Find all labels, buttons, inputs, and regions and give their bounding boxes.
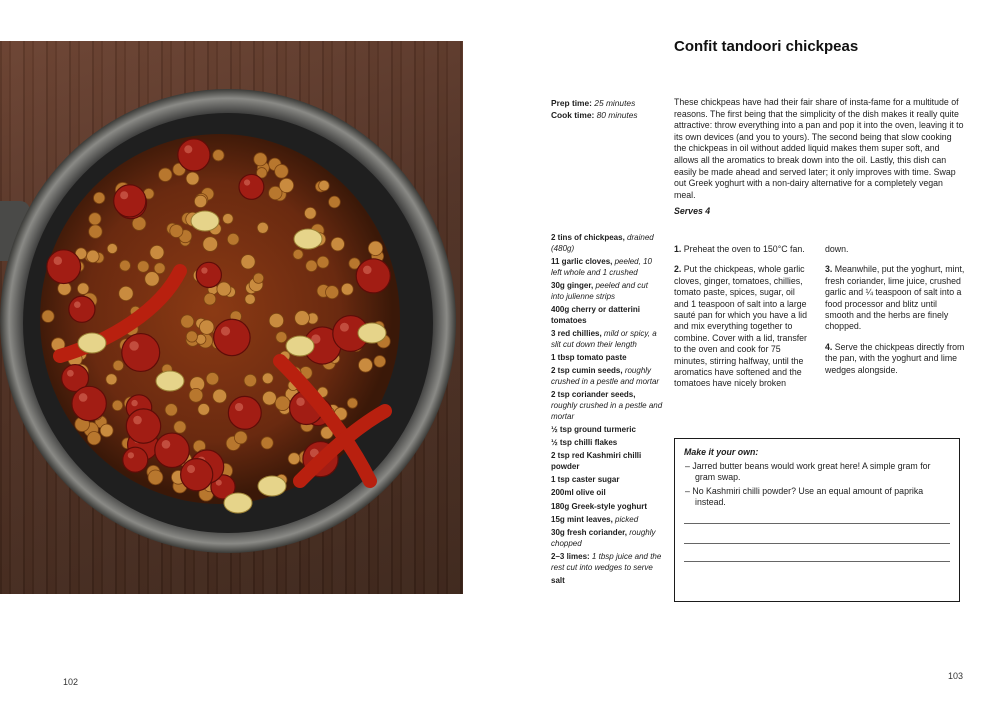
chickpea	[319, 180, 330, 191]
ingredient-note: peeled, 10 left whole and 1 crushed	[551, 256, 652, 277]
chickpea	[275, 396, 290, 411]
tomato	[196, 262, 221, 287]
garlic-clove	[191, 211, 219, 231]
method-step	[674, 264, 811, 389]
make-it-your-own-box	[674, 438, 960, 602]
ingredient-item	[551, 257, 663, 279]
ingredient-item	[551, 528, 663, 550]
page-number-right: 103	[948, 671, 964, 681]
chickpea	[112, 400, 123, 411]
chickpea	[100, 424, 113, 437]
ingredient-item	[551, 425, 663, 436]
chickpea	[189, 388, 203, 402]
ingredient-quantity: 1 tsp caster sugar	[551, 475, 620, 485]
garlic-clove	[294, 229, 322, 249]
ingredient-note: roughly chopped	[551, 527, 656, 548]
tomato	[69, 296, 95, 322]
chickpea	[276, 332, 287, 343]
chickpea	[288, 453, 300, 465]
step-text: Preheat the oven to 150°C fan.	[681, 244, 805, 254]
chickpea	[203, 237, 218, 252]
method-step	[825, 244, 965, 255]
chickpea	[106, 374, 117, 385]
chickpea	[234, 431, 247, 444]
ingredient-quantity: 2–3 limes:	[551, 551, 590, 561]
ingredient-item	[551, 475, 663, 486]
ingredient-quantity: ½ tsp ground turmeric	[551, 424, 636, 434]
tomato-highlight	[74, 301, 81, 308]
chickpea	[77, 283, 89, 295]
chickpea	[317, 256, 329, 268]
chickpea	[137, 261, 149, 273]
tomato-highlight	[244, 179, 250, 185]
ingredient-item	[551, 305, 663, 327]
cook-time: Cook time: 80 minutes	[551, 109, 638, 120]
note-line	[684, 543, 950, 544]
chickpea	[159, 168, 172, 181]
chickpea	[154, 263, 165, 274]
ingredient-quantity: 2 tins of chickpeas,	[551, 233, 625, 242]
tomato-highlight	[221, 327, 230, 336]
ingredient-item	[551, 552, 663, 574]
ingredient-quantity: 180g Greek-style yoghurt	[551, 501, 648, 511]
ingredient-quantity: 1 tbsp tomato paste	[551, 352, 627, 362]
ingredient-item	[551, 502, 663, 513]
ingredient-quantity: 3 red chillies,	[551, 328, 602, 338]
tip-item: – Jarred butter beans would work great here! A simple gram for gram swap.	[685, 461, 931, 483]
ingredient-item	[551, 281, 663, 303]
tomato-highlight	[235, 403, 243, 411]
ingredient-note: peeled and cut into julienne strips	[551, 280, 648, 301]
tomato-highlight	[67, 370, 74, 377]
chickpea	[198, 404, 210, 416]
chickpea	[213, 389, 227, 403]
ingredients-list	[551, 233, 663, 589]
step-text: Meanwhile, put the yoghurt, mint, fresh coriander, lime juice, crushed garlic and ¼ teaspoon of salt into a food processor and blitz until smooth and the herbs are finely chopped.	[825, 264, 965, 332]
chickpea	[150, 245, 164, 259]
chickpea	[165, 404, 177, 416]
chickpea	[204, 293, 216, 305]
chickpea	[261, 437, 273, 449]
tomato	[122, 334, 160, 372]
chickpea	[89, 213, 101, 225]
chickpea	[368, 241, 382, 255]
chickpea	[223, 213, 234, 224]
ingredient-item	[551, 576, 663, 587]
chickpea	[200, 320, 214, 334]
ingredient-item	[551, 451, 663, 473]
chickpea	[227, 233, 239, 245]
chickpea	[181, 315, 194, 328]
chickpea	[341, 283, 353, 295]
chickpea	[275, 164, 289, 178]
tomato-highlight	[363, 266, 372, 275]
recipe-photo	[0, 41, 463, 594]
chickpea	[279, 178, 293, 192]
chickpea	[174, 421, 186, 433]
chickpea	[145, 272, 160, 287]
chickpea	[113, 360, 124, 371]
page-number-left: 102	[63, 677, 79, 687]
tomato-highlight	[131, 400, 137, 406]
tomato	[214, 319, 250, 355]
tomato-highlight	[120, 191, 128, 199]
ingredient-item	[551, 366, 663, 388]
tomato	[239, 174, 264, 199]
ingredient-quantity: 2 tsp coriander seeds,	[551, 390, 636, 400]
method-column-right	[825, 244, 965, 385]
ingredient-item	[551, 390, 663, 422]
chickpea	[359, 358, 373, 372]
ingredient-quantity: 200ml olive oil	[551, 488, 606, 498]
ingredient-quantity: 2 tsp cumin seeds,	[551, 366, 623, 376]
ingredient-note: drained (480g)	[551, 233, 654, 253]
tomato	[123, 447, 148, 472]
prep-time: Prep time: 25 minutes	[551, 98, 636, 108]
method-step	[825, 342, 965, 376]
recipe-intro: These chickpeas have had their fair share of insta-fame for a multitude of reasons. The first being that the simplicity of the dish makes it really quite attractive: throw everything into a pan and pop it into the oven, leaving it to its own devices (and you to yours). The second being that slow cooking the chickpeas in oil without added liquid makes them super soft, and allows all the aromatics to break down into the oil. Lastly, this dish can easily be made ahead and served later; it only improves with time. Swap out Greek yoghurt with a non-dairy alternative for a completely vegan meal.	[674, 97, 964, 200]
chickpea	[347, 398, 357, 408]
chickpea	[170, 224, 183, 237]
ingredient-quantity: ½ tsp chilli flakes	[551, 438, 618, 448]
chickpea	[254, 153, 267, 166]
chickpea	[87, 250, 100, 263]
chickpea	[253, 273, 263, 283]
tomato-highlight	[129, 341, 138, 350]
tomato-highlight	[54, 257, 62, 265]
ingredient-note: roughly crushed in a pestle and mortar	[551, 400, 663, 421]
chickpea-pan-illustration	[0, 41, 463, 594]
tomato-highlight	[201, 267, 207, 273]
ingredient-quantity: 400g cherry or datterini tomatoes	[551, 304, 640, 325]
tomato	[228, 396, 261, 429]
chickpea	[120, 260, 131, 271]
ingredient-item	[551, 515, 663, 526]
tip-item: – No Kashmiri chilli powder? Use an equal amount of paprika instead.	[685, 485, 924, 508]
ingredient-quantity: 15g mint leaves,	[551, 514, 613, 524]
ingredient-note: mild or spicy, a slit cut down their length	[551, 328, 657, 349]
step-text: down.	[825, 244, 849, 254]
chickpea	[269, 313, 284, 328]
note-line	[684, 523, 950, 524]
garlic-clove	[358, 323, 386, 343]
ingredient-quantity: salt	[551, 575, 565, 585]
step-number: 4.	[825, 341, 833, 352]
note-line	[684, 561, 950, 562]
chickpea	[89, 225, 102, 238]
chickpea	[186, 172, 199, 185]
tomato-highlight	[187, 465, 195, 473]
chickpea	[329, 196, 341, 208]
chickpea	[245, 294, 255, 304]
step-number: 2.	[674, 264, 682, 275]
chickpea	[87, 431, 100, 444]
tomato-highlight	[79, 393, 88, 402]
chickpea	[42, 310, 54, 322]
tomato-highlight	[340, 323, 349, 332]
ingredient-note: picked	[612, 514, 639, 524]
tomato	[126, 409, 160, 443]
chickpea	[306, 260, 317, 271]
chickpea	[257, 222, 268, 233]
garlic-clove	[258, 476, 286, 496]
chickpea	[206, 372, 219, 385]
recipe-title: Confit tandoori chickpeas	[674, 38, 859, 55]
chickpea	[304, 207, 316, 219]
chickpea	[326, 286, 339, 299]
ingredient-quantity: 2 tsp red Kashmiri chilli powder	[551, 451, 642, 472]
chickpea	[194, 195, 206, 207]
chickpea	[186, 331, 197, 342]
recipe-times	[551, 98, 638, 121]
tomato	[72, 386, 106, 420]
tips-list	[684, 461, 950, 509]
ingredient-item	[551, 353, 663, 364]
tips-heading: Make it your own:	[684, 447, 759, 457]
tomato-highlight	[296, 398, 304, 406]
tomato	[114, 185, 146, 217]
chickpea	[295, 311, 310, 326]
garlic-clove	[224, 493, 252, 513]
tomato-highlight	[184, 145, 192, 153]
step-text: Serve the chickpeas directly from the pan, with the yoghurt and lime wedges alongside.	[825, 341, 965, 375]
garlic-clove	[156, 371, 184, 391]
chickpea	[94, 192, 105, 203]
chickpea	[293, 249, 303, 259]
ingredient-note: roughly crushed in a pestle and mortar	[551, 366, 660, 386]
chickpea	[217, 282, 231, 296]
chickpea	[119, 286, 133, 300]
chickpea	[262, 391, 276, 405]
garlic-clove	[286, 336, 314, 356]
chickpea	[331, 237, 345, 251]
ingredient-item	[551, 488, 663, 499]
tomato	[155, 433, 189, 467]
chickpea	[262, 373, 273, 384]
step-number: 3.	[825, 264, 833, 275]
chickpea	[107, 243, 117, 253]
tomato	[181, 459, 213, 491]
tomato	[47, 250, 81, 284]
ingredient-quantity: 30g ginger,	[551, 280, 594, 290]
chickpea	[213, 150, 224, 161]
ingredient-quantity: 11 garlic cloves,	[551, 256, 613, 266]
chickpea	[244, 374, 256, 386]
ingredient-item	[551, 329, 663, 351]
garlic-clove	[78, 333, 106, 353]
ingredient-item	[551, 233, 663, 255]
chickpea	[374, 356, 386, 368]
method-step	[674, 244, 811, 255]
tomato-highlight	[162, 440, 171, 449]
method-column-left	[674, 244, 811, 399]
tomato-highlight	[128, 452, 134, 458]
serves: Serves 4	[674, 206, 711, 216]
step-number: 1.	[674, 244, 682, 254]
tomato	[178, 139, 210, 171]
chickpea	[241, 255, 255, 269]
ingredient-quantity: 30g fresh coriander,	[551, 527, 628, 537]
ingredient-note: 1 tbsp juice and the rest cut into wedges to serve	[551, 551, 662, 572]
step-text: Put the chickpeas, whole garlic cloves, ginger, tomatoes, chillies, tomato paste, spices, sugar, oil and 1 teaspoon of salt into a large sauté pan for which you have a lid and mix everything together to combine. Cover with a lid, transfer to the oven and cook for 75 minutes, stirring halfway, until the aromatics have softened and the tomatoes have nicely broken	[674, 264, 808, 389]
chickpea	[148, 470, 163, 485]
ingredient-item	[551, 438, 663, 449]
method-step	[825, 264, 965, 332]
tomato-highlight	[133, 416, 142, 425]
tomato	[356, 259, 390, 293]
